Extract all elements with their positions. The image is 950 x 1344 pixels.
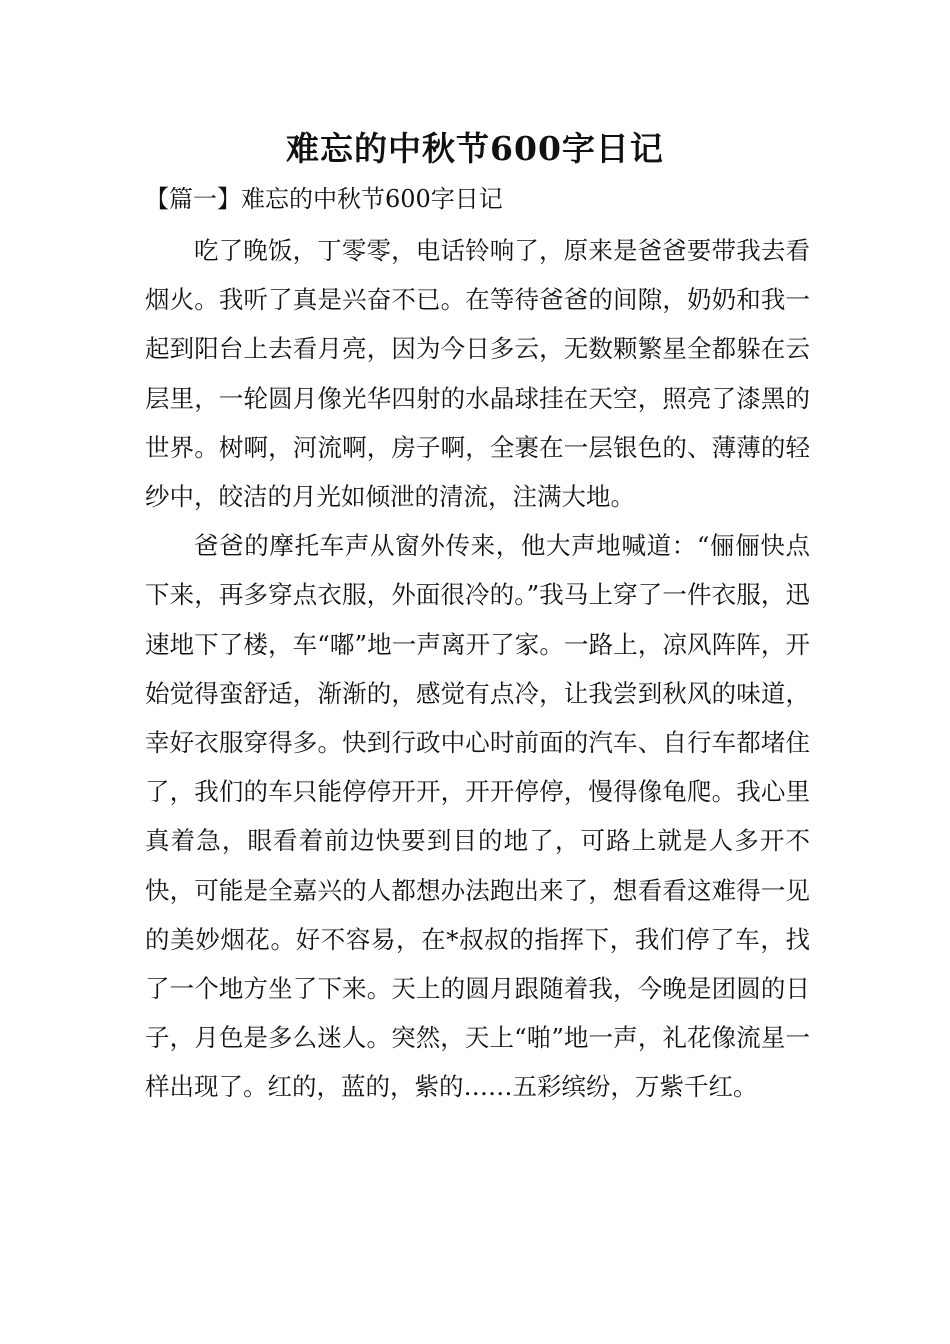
paragraph-1: 吃了晚饭，丁零零，电话铃响了，原来是爸爸要带我去看烟火。我听了真是兴奋不已。在等待爸爸的间隙，奶奶和我一起到阳台上去看月亮，因为今日多云，无数颗繁星全都躲在云层里，一轮圆月像光华四射的水晶球挂在天空，照亮了漆黑的世界。树啊，河流啊，房子啊，全裹在一层银色的、薄薄的轻纱中，皎洁的月光如倾泄的清流，注满大地。	[145, 236, 810, 512]
document-body	[145, 226, 810, 1112]
paragraph-2: 爸爸的摩托车声从窗外传来，他大声地喊道：“俪俪快点下来，再多穿点衣服，外面很冷的。”我马上穿了一件衣服，迅速地下了楼，车“嘟”地一声离开了家。一路上，凉风阵阵，开始觉得蛮舒适，渐渐的，感觉有点冷，让我尝到秋风的味道，幸好衣服穿得多。快到行政中心时前面的汽车、自行车都堵住了，我们的车只能停停开开，开开停停，慢得像龟爬。我心里真着急，眼看着前边快要到目的地了，可路上就是人多开不快，可能是全嘉兴的人都想办法跑出来了，想看看这难得一见的美妙烟花。好不容易，在*叔叔的指挥下，我们停了车，找了一个地方坐了下来。天上的圆月跟随着我，今晚是团圆的日子，月色是多么迷人。突然，天上“啪”地一声，礼花像流星一样出现了。红的，蓝的，紫的……五彩缤纷，万紫千红。	[145, 531, 810, 1102]
document-title: 难忘的中秋节600字日记	[286, 129, 664, 168]
section-heading: 【篇一】难忘的中秋节600字日记	[145, 185, 503, 213]
